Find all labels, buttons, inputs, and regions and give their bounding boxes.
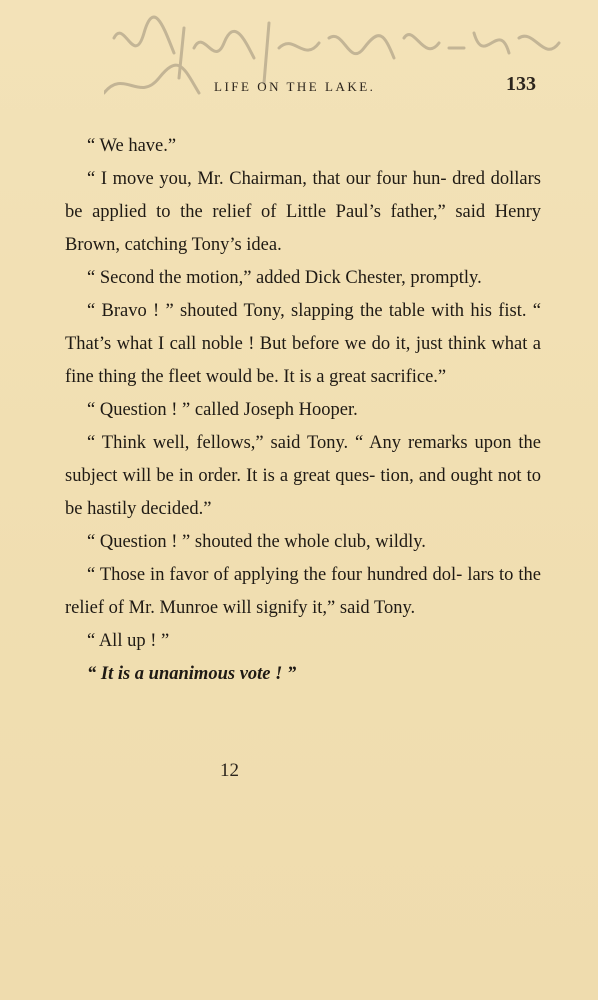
paragraph: “ Bravo ! ” shouted Tony, slapping the table with his fist. “ That’s what I call noble ! But before we do it, just think what a fine thing the fleet would be. It is a great sacrifice.” [65, 301, 541, 387]
signature-mark: 12 [220, 760, 239, 781]
paragraph: “ Question ! ” called Joseph Hooper. [87, 400, 358, 420]
paragraph: “ Question ! ” shouted the whole club, wildly. [87, 532, 426, 552]
paragraph: “ We have.” [87, 136, 177, 156]
running-head: LIFE ON THE LAKE. [214, 79, 376, 94]
paragraph: “ All up ! ” [87, 631, 170, 651]
paragraph: “ Think well, fellows,” said Tony. “ Any remarks upon the subject will be in order. It is a great ques- tion, and ought not to be hastily decided.” [65, 433, 541, 519]
paragraph: “ Those in favor of applying the four hundred dol- lars to the relief of Mr. Munroe will signify it,” said Tony. [65, 565, 541, 618]
paragraph: “ I move you, Mr. Chairman, that our four hun- dred dollars be applied to the relief of Little Paul’s father,” said Henry Brown, catching Tony’s idea. [65, 169, 541, 255]
body-text [65, 130, 541, 691]
paragraph: “ Second the motion,” added Dick Chester, promptly. [87, 268, 482, 288]
page-number: 133 [506, 73, 536, 95]
paragraph-italic: “ It is a unanimous vote ! ” [87, 664, 297, 684]
